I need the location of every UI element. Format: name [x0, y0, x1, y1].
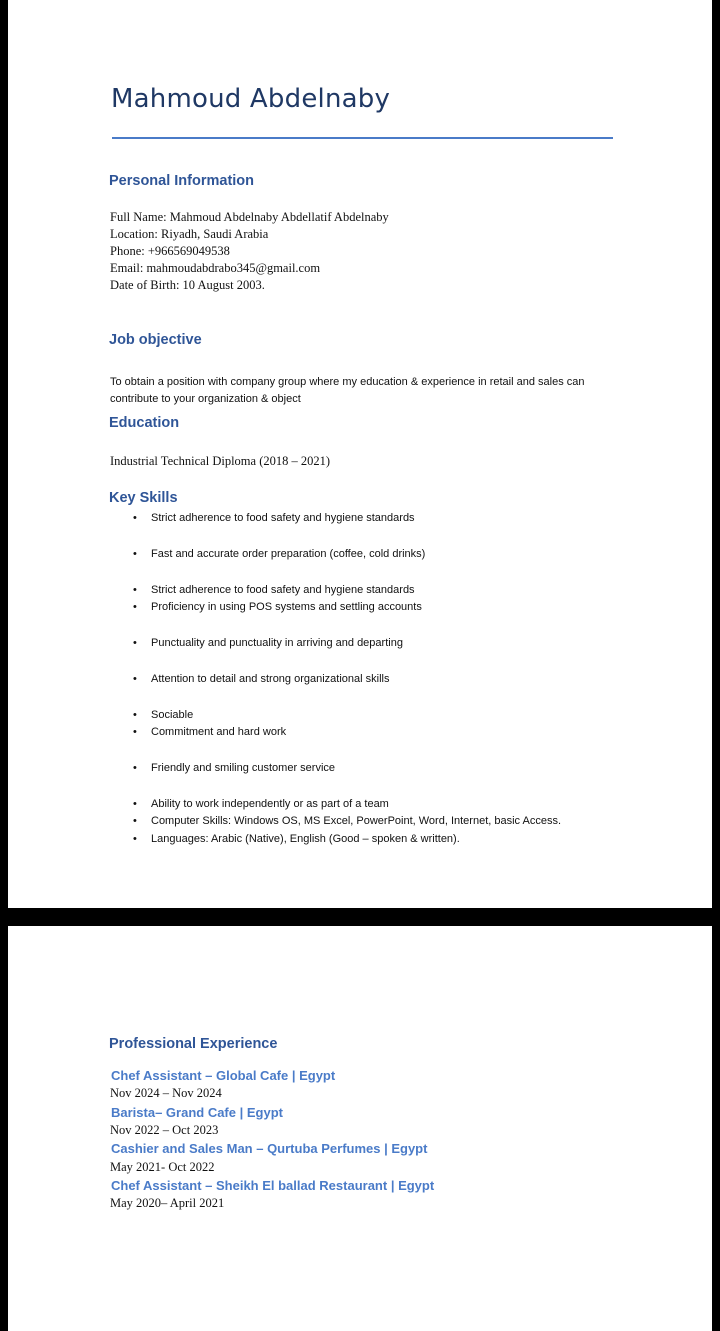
skill-item: • Commitment and hard work — [133, 726, 287, 738]
skill-item: • Computer Skills: Windows OS, MS Excel, PowerPoint, Word, Internet, basic Access. — [133, 815, 561, 827]
bullet-icon: • — [133, 709, 137, 721]
skill-item: • Languages: Arabic (Native), English (Good – spoken & written). — [133, 833, 460, 845]
education-text: Industrial Technical Diploma (2018 – 2021) — [110, 454, 331, 468]
skill-item: • Punctuality and punctuality in arriving and departing — [133, 637, 403, 649]
professional-experience-heading: Professional Experience — [109, 1036, 278, 1052]
info-email: Email: mahmoudabdrabo345@gmail.com — [110, 261, 321, 275]
key-skills-heading: Key Skills — [109, 490, 178, 506]
bullet-icon: • — [133, 512, 137, 524]
skill-item: • Attention to detail and strong organizational skills — [133, 673, 390, 685]
skill-item: • Proficiency in using POS systems and settling accounts — [133, 601, 422, 613]
candidate-name: Mahmoud Abdelnaby — [111, 84, 391, 114]
skill-item: • Fast and accurate order preparation (coffee, cold drinks) — [133, 548, 426, 560]
bullet-icon: • — [133, 762, 137, 774]
bullet-icon: • — [133, 798, 137, 810]
skill-item: • Ability to work independently or as part of a team — [133, 798, 389, 810]
bullet-icon: • — [133, 601, 137, 613]
job-dates: May 2021- Oct 2022 — [110, 1160, 215, 1174]
skill-item: • Sociable — [133, 709, 194, 721]
job-objective-text: To obtain a position with company group where my education & experience in retail and sales can contribute to your organization & object — [110, 376, 585, 405]
title-divider — [112, 137, 613, 139]
job-title: Cashier and Sales Man – Qurtuba Perfumes | Egypt — [111, 1141, 428, 1156]
info-full-name: Full Name: Mahmoud Abdelnaby Abdellatif Abdelnaby — [110, 210, 389, 224]
personal-information-heading: Personal Information — [109, 173, 255, 189]
education-heading: Education — [109, 415, 180, 431]
job-dates: Nov 2024 – Nov 2024 — [110, 1086, 222, 1100]
bullet-icon: • — [133, 833, 137, 845]
job-title: Barista– Grand Cafe | Egypt — [111, 1105, 283, 1120]
bullet-icon: • — [133, 815, 137, 827]
info-date-of-birth: Date of Birth: 10 August 2003. — [110, 278, 265, 292]
job-objective-heading: Job objective — [109, 332, 202, 348]
bullet-icon: • — [133, 584, 137, 596]
job-title: Chef Assistant – Global Cafe | Egypt — [111, 1068, 336, 1083]
bullet-icon: • — [133, 673, 137, 685]
skill-item: • Strict adherence to food safety and hygiene standards — [133, 584, 415, 596]
skill-item: • Strict adherence to food safety and hygiene standards — [133, 512, 415, 524]
info-phone: Phone: +966569049538 — [110, 244, 230, 258]
bullet-icon: • — [133, 637, 137, 649]
skill-item: • Friendly and smiling customer service — [133, 762, 336, 774]
resume-page-1 — [8, 0, 712, 908]
bullet-icon: • — [133, 548, 137, 560]
job-title: Chef Assistant – Sheikh El ballad Restaurant | Egypt — [111, 1178, 435, 1193]
resume-page-2 — [8, 926, 712, 1331]
job-dates: Nov 2022 – Oct 2023 — [110, 1123, 219, 1137]
info-location: Location: Riyadh, Saudi Arabia — [110, 227, 269, 241]
bullet-icon: • — [133, 726, 137, 738]
job-dates: May 2020– April 2021 — [110, 1196, 225, 1210]
